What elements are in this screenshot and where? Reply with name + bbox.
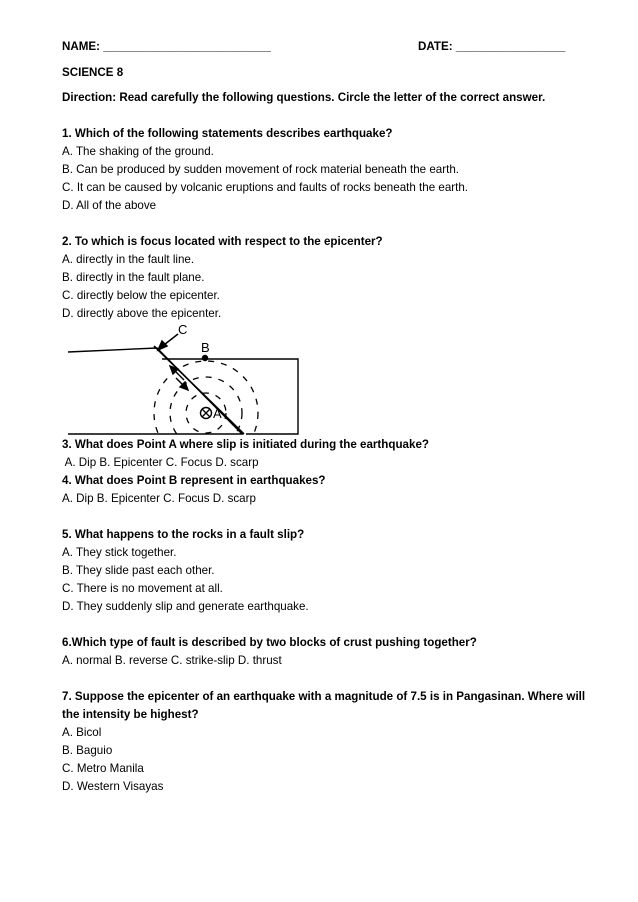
question-6: 6.Which type of fault is described by two blocks of crust pushing together? (62, 636, 477, 649)
q1-option-c: C. It can be caused by volcanic eruptions and faults of rocks beneath the earth. (62, 181, 469, 194)
fault-diagram (62, 322, 302, 436)
epicenter-dot (202, 355, 208, 361)
q1-option-a: A. The shaking of the ground. (62, 145, 214, 158)
question-5: 5. What happens to the rocks in a fault slip? (62, 528, 305, 541)
q6-options: A. normal B. reverse C. strike-slip D. thrust (62, 654, 282, 667)
q7-option-d: D. Western Visayas (62, 780, 164, 793)
question-2: 2. To which is focus located with respect to the epicenter? (62, 235, 383, 248)
q5-option-a: A. They stick together. (62, 546, 177, 559)
q2-option-b: B. directly in the fault plane. (62, 271, 205, 284)
label-b: B (201, 340, 210, 355)
q3-options: A. Dip B. Epicenter C. Focus D. scarp (62, 456, 259, 469)
q4-options: A. Dip B. Epicenter C. Focus D. scarp (62, 492, 256, 505)
question-7-line-1: 7. Suppose the epicenter of an earthquake with a magnitude of 7.5 is in Pangasinan. Where will (62, 690, 586, 703)
question-7-line-2: the intensity be highest? (62, 708, 199, 721)
label-a: A (213, 406, 222, 421)
q1-option-b: B. Can be produced by sudden movement of rock material beneath the earth. (62, 163, 460, 176)
question-4: 4. What does Point B represent in earthquakes? (62, 474, 326, 487)
q2-option-c: C. directly below the epicenter. (62, 289, 220, 302)
q7-option-b: B. Baguio (62, 744, 113, 757)
q1-option-d: D. All of the above (62, 199, 157, 212)
name-field: NAME: __________________________ (62, 40, 271, 53)
directions: Direction: Read carefully the following questions. Circle the letter of the correct answer. (62, 91, 546, 104)
hanging-wall-outline (68, 348, 242, 434)
q5-option-b: B. They slide past each other. (62, 564, 215, 577)
subject-title: SCIENCE 8 (62, 66, 124, 79)
date-field: DATE: _________________ (418, 40, 566, 53)
q7-option-c: C. Metro Manila (62, 762, 144, 775)
question-1: 1. Which of the following statements describes earthquake? (62, 127, 393, 140)
q2-option-d: D. directly above the epicenter. (62, 307, 222, 320)
label-c: C (178, 322, 188, 337)
focus-marker (201, 408, 212, 419)
q5-option-d: D. They suddenly slip and generate earthquake. (62, 600, 309, 613)
q2-option-a: A. directly in the fault line. (62, 253, 195, 266)
q5-option-c: C. There is no movement at all. (62, 582, 223, 595)
q7-option-a: A. Bicol (62, 726, 102, 739)
question-3: 3. What does Point A where slip is initiated during the earthquake? (62, 438, 429, 451)
